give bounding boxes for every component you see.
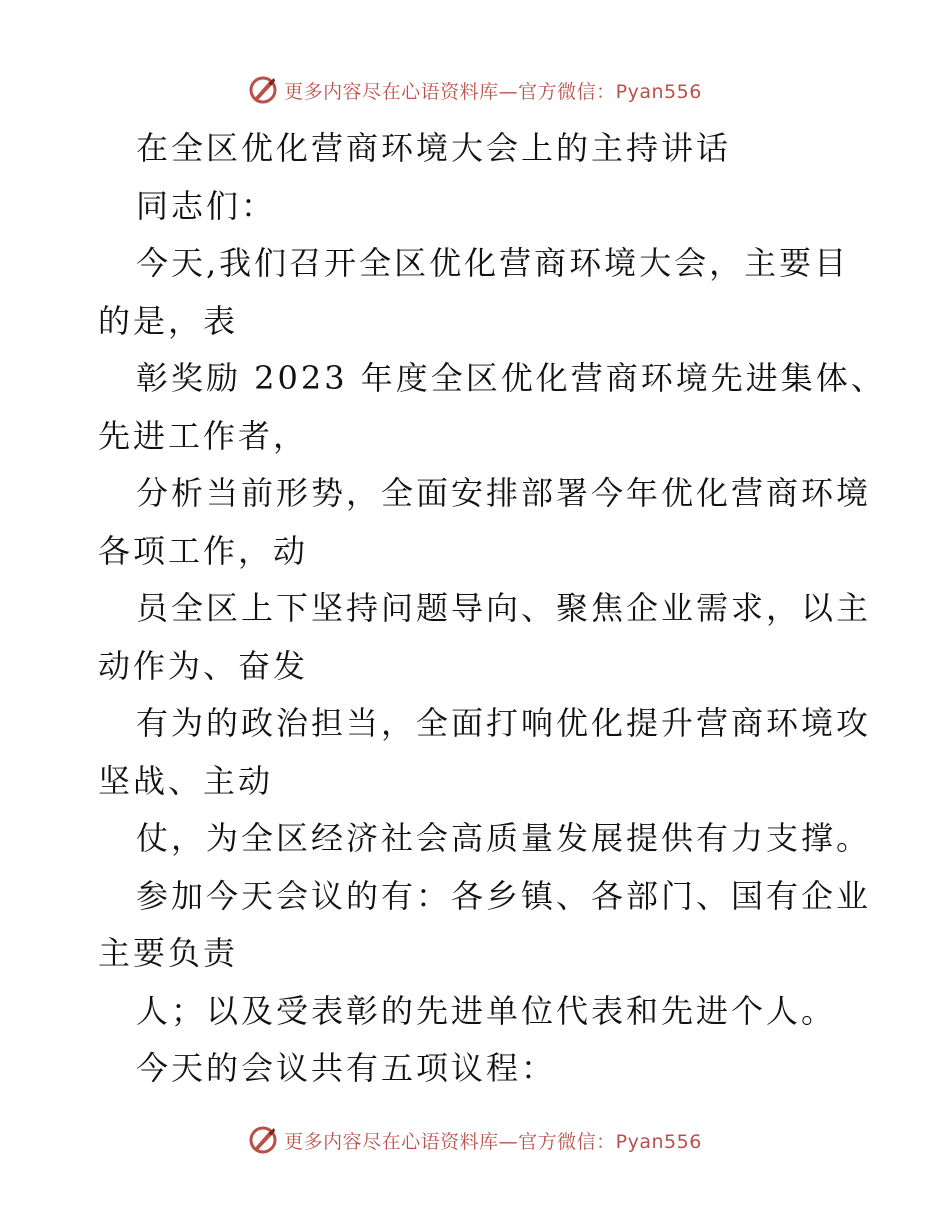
document-body [98, 120, 886, 1098]
text-line: 主要负责 [98, 934, 239, 972]
text-line: 彰奖励 2023 年度全区优化营商环境先进集体、 [136, 359, 886, 397]
quill-logo-icon [248, 75, 278, 105]
text-line: 今天,我们召开全区优化营商环境大会，主要目 [136, 244, 850, 282]
text-line: 人；以及受表彰的先进单位代表和先进个人。 [136, 991, 837, 1030]
header-watermark [0, 70, 950, 110]
text-line: 动作为、奋发 [98, 646, 309, 685]
text-line: 员全区上下坚持问题导向、聚焦企业需求，以主 [136, 589, 872, 627]
text-line: 今天的会议共有五项议程： [136, 1049, 557, 1087]
text-line: 同志们： [136, 186, 277, 225]
quill-logo-icon [248, 1125, 278, 1155]
text-line: 各项工作，动 [98, 531, 309, 570]
text-line: 先进工作者， [98, 416, 309, 455]
text-line: 坚战、主动 [98, 761, 274, 800]
text-line: 参加今天会议的有：各乡镇、各部门、国有企业 [136, 876, 872, 915]
watermark-text: 更多内容尽在心语资料库—官方微信：Pyan556 [284, 1130, 702, 1153]
text-line: 在全区优化营商环境大会上的主持讲话 [136, 129, 732, 167]
text-line: 分析当前形势，全面安排部署今年优化营商环境 [136, 474, 872, 512]
watermark-text: 更多内容尽在心语资料库—官方微信：Pyan556 [284, 80, 702, 103]
text-line: 仗，为全区经济社会高质量发展提供有力支撑。 [136, 819, 872, 857]
text-line: 的是，表 [98, 301, 239, 340]
footer-watermark [0, 1120, 950, 1160]
text-line: 有为的政治担当，全面打响优化提升营商环境攻 [136, 704, 872, 742]
